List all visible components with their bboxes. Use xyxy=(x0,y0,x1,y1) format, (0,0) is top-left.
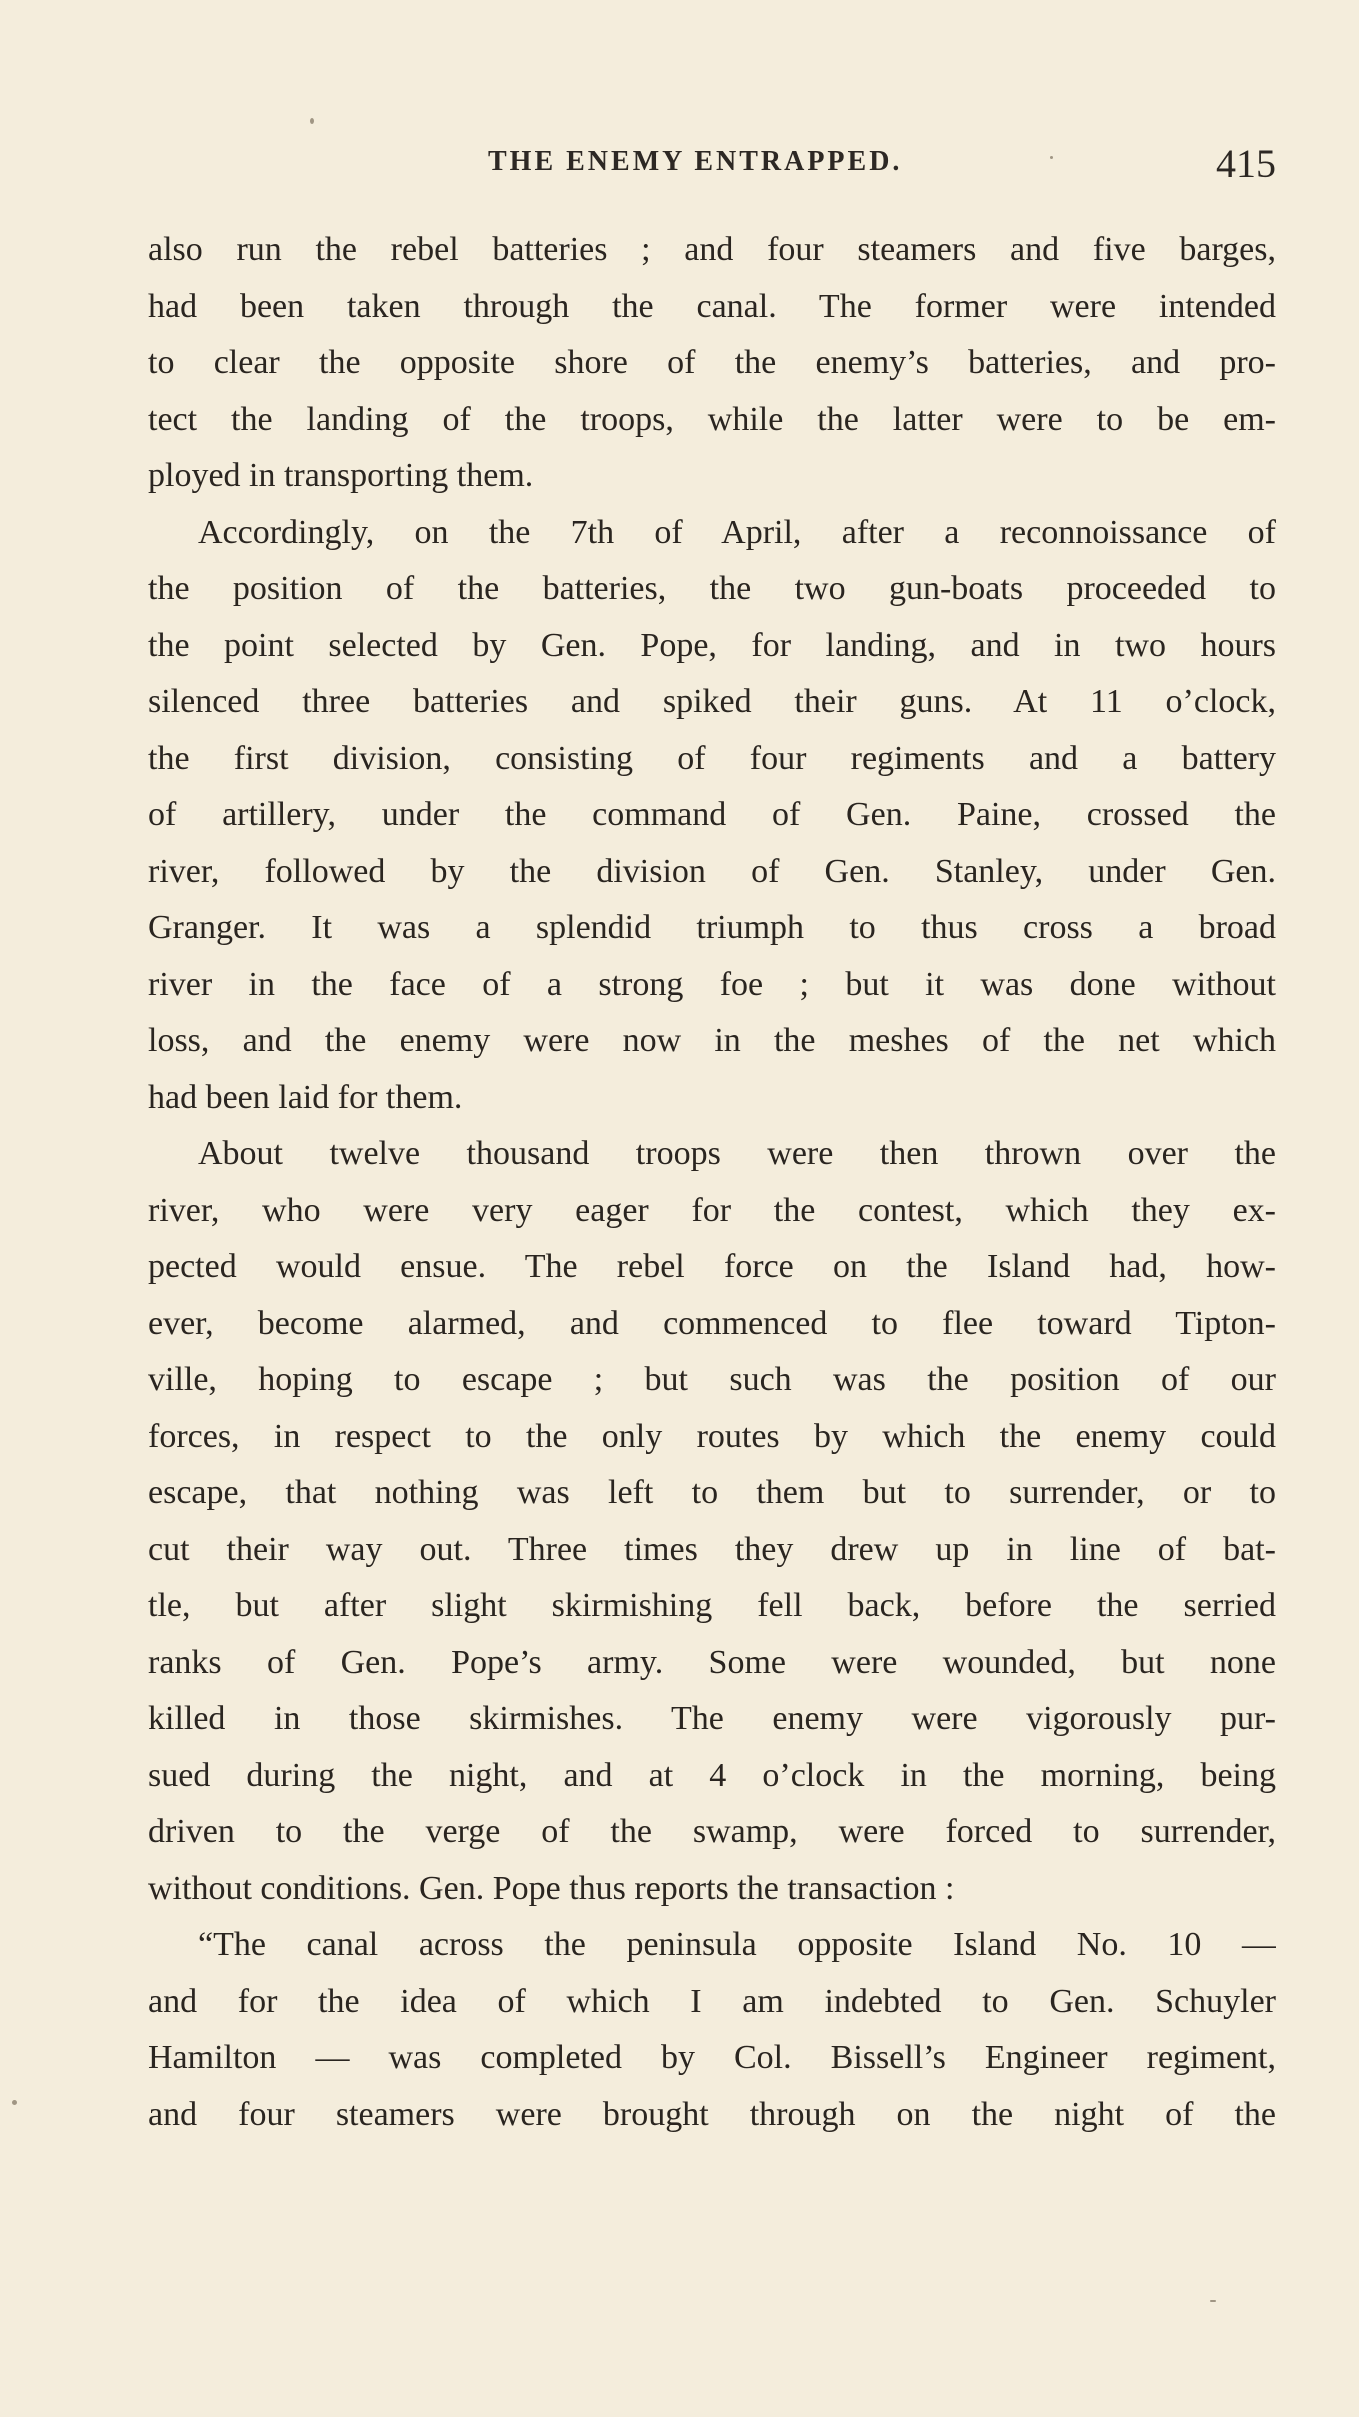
text-line: the first division, consisting of four regiments and a battery xyxy=(148,739,1276,777)
text-line: the point selected by Gen. Pope, for landing, and in two hours xyxy=(148,626,1276,664)
text-line: had been taken through the canal. The former were intended xyxy=(148,287,1276,325)
text-line: also run the rebel batteries ; and four steamers and five barges, xyxy=(148,231,1276,268)
text-line: About twelve thousand troops were then thrown over the xyxy=(198,1135,1276,1172)
page-header xyxy=(148,140,1276,190)
body-text xyxy=(148,222,1276,2143)
text-line: Accordingly, on the 7th of April, after a reconnoissance of xyxy=(198,513,1276,551)
paragraph xyxy=(148,1917,1276,2143)
text-line: forces, in respect to the only routes by which the enemy could xyxy=(148,1417,1276,1455)
text-line: killed in those skirmishes. The enemy were vigorously pur- xyxy=(148,1700,1276,1737)
text-line: of artillery, under the command of Gen. Paine, crossed the xyxy=(148,796,1276,833)
text-line: escape, that nothing was left to them but to surrender, or to xyxy=(148,1474,1276,1511)
text-line: silenced three batteries and spiked their guns. At 11 o’clock, xyxy=(148,683,1276,720)
text-line: river, who were very eager for the contest, which they ex- xyxy=(148,1191,1276,1229)
text-line: tect the landing of the troops, while the latter were to be em- xyxy=(148,400,1276,438)
paper-speck xyxy=(12,2100,17,2105)
text-line: “The canal across the peninsula opposite Island No. 10 — xyxy=(198,1926,1276,1963)
paragraph xyxy=(148,505,1276,1127)
page-number: 415 xyxy=(1216,141,1276,186)
text-line: had been laid for them. xyxy=(148,1078,463,1116)
text-line: and four steamers were brought through on the night of the xyxy=(148,2095,1276,2133)
paper-speck xyxy=(310,118,314,124)
text-line: cut their way out. Three times they drew up in line of bat- xyxy=(148,1530,1276,1568)
text-line: pected would ensue. The rebel force on the Island had, how- xyxy=(148,1248,1276,1285)
text-line: river, followed by the division of Gen. Stanley, under Gen. xyxy=(148,852,1276,890)
text-line: sued during the night, and at 4 o’clock in the morning, being xyxy=(148,1756,1276,1794)
text-line: ranks of Gen. Pope’s army. Some were wounded, but none xyxy=(148,1643,1276,1681)
text-line: tle, but after slight skirmishing fell back, before the serried xyxy=(148,1587,1276,1624)
text-line: Granger. It was a splendid triumph to thus cross a broad xyxy=(148,909,1276,946)
running-title: THE ENEMY ENTRAPPED. xyxy=(488,146,903,177)
text-line: the position of the batteries, the two gun-boats proceeded to xyxy=(148,570,1276,607)
paragraph xyxy=(148,222,1276,505)
paragraph xyxy=(148,1126,1276,1917)
text-line: Hamilton — was completed by Col. Bissell’s Engineer regiment, xyxy=(148,2039,1276,2076)
text-line: to clear the opposite shore of the enemy’s batteries, and pro- xyxy=(148,344,1276,381)
text-line: ever, become alarmed, and commenced to flee toward Tipton- xyxy=(148,1304,1276,1342)
text-line: ployed in transporting them. xyxy=(148,457,534,494)
text-line: river in the face of a strong foe ; but it was done without xyxy=(148,965,1276,1003)
text-line: loss, and the enemy were now in the meshes of the net which xyxy=(148,1022,1276,1059)
text-line: and for the idea of which I am indebted to Gen. Schuyler xyxy=(148,1982,1276,2020)
paper-speck xyxy=(1050,156,1053,159)
text-line: driven to the verge of the swamp, were forced to surrender, xyxy=(148,1813,1276,1850)
text-line: ville, hoping to escape ; but such was the position of our xyxy=(148,1361,1276,1398)
paper-speck xyxy=(1210,2300,1216,2302)
text-line: without conditions. Gen. Pope thus reports the transaction : xyxy=(148,1869,955,1907)
